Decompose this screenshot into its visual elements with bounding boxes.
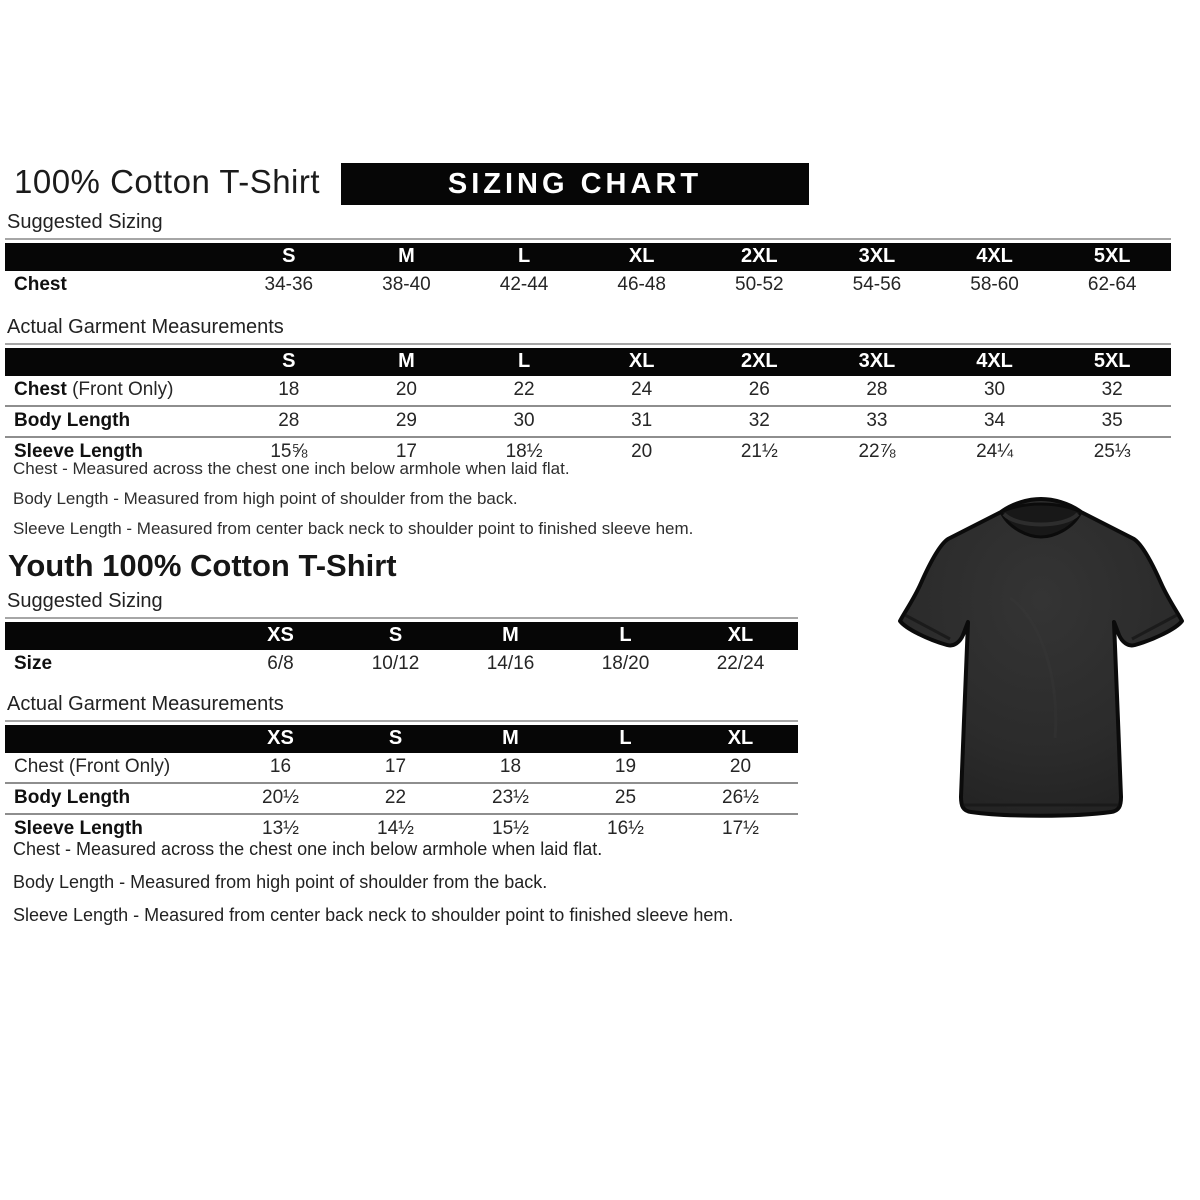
measurement-value: 18/20: [601, 653, 650, 674]
black-tshirt-image: [890, 478, 1192, 842]
measurement-value: 20: [729, 756, 752, 777]
measurement-value: 54-56: [852, 274, 902, 295]
size-column-header: 2XL: [701, 348, 819, 376]
measurement-value: 24: [631, 379, 653, 400]
measurement-value: 32: [1101, 379, 1123, 400]
tshirt-body: [900, 499, 1182, 816]
adult-measurements-section: [5, 316, 1171, 467]
measurement-row: [5, 271, 1171, 300]
measurement-value: 38-40: [382, 274, 431, 295]
size-table-body: [5, 376, 1171, 467]
size-column-header: S: [230, 348, 348, 376]
size-column-header: S: [338, 622, 453, 650]
size-column-header: L: [568, 725, 683, 753]
youth-suggested-sizing-label: Suggested Sizing: [5, 590, 798, 619]
youth-title: Youth 100% Cotton T-Shirt: [8, 548, 397, 583]
size-header-row: [5, 348, 1171, 376]
adult-suggested-sizing-label: Suggested Sizing: [5, 211, 1171, 240]
youth-measurements-label: Actual Garment Measurements: [5, 693, 798, 722]
measurement-note: Chest - Measured across the chest one inch below armhole when laid flat.: [13, 459, 570, 478]
row-label: Chest (Front Only): [14, 756, 171, 777]
size-column-header: 5XL: [1053, 348, 1171, 376]
row-label: Body Length: [14, 787, 131, 808]
measurement-value: 34-36: [264, 274, 314, 295]
size-column-header: L: [465, 243, 583, 271]
measurement-value: 23½: [453, 782, 568, 813]
measurement-value: 31: [583, 405, 701, 436]
measurement-value: 20: [395, 379, 417, 400]
measurement-value: 18: [278, 379, 300, 400]
measurement-value: 22: [513, 379, 535, 400]
measurement-value: 42-44: [499, 274, 549, 295]
size-column-header: XS: [223, 622, 338, 650]
measurement-value: 24¼: [936, 436, 1054, 467]
measurement-value: 17: [348, 436, 466, 467]
measurement-row: [5, 782, 798, 813]
size-column-header: 3XL: [818, 243, 936, 271]
youth-suggested-sizing-table: [5, 622, 798, 679]
measurement-value: 29: [348, 405, 466, 436]
size-table-head: [5, 243, 1171, 271]
size-header-row: [5, 725, 798, 753]
measurement-row: [5, 753, 798, 782]
measurement-value: 15½: [453, 813, 568, 844]
measurement-value: 14½: [338, 813, 453, 844]
header-spacer-cell: [5, 243, 230, 271]
youth-measurements-section: [5, 693, 798, 844]
size-column-header: XL: [583, 243, 701, 271]
measurement-value: 26½: [683, 782, 798, 813]
youth-measurements-table: [5, 725, 798, 844]
measurement-value: 15⅝: [230, 436, 348, 467]
measurement-value: 6/8: [267, 653, 294, 674]
size-table-head: [5, 725, 798, 753]
size-table-head: [5, 622, 798, 650]
measurement-value: 32: [701, 405, 819, 436]
row-label-cell: [5, 271, 230, 300]
size-column-header: 4XL: [936, 243, 1054, 271]
measurement-value: 58-60: [970, 274, 1019, 295]
row-label-cell: [5, 376, 230, 405]
size-column-header: S: [338, 725, 453, 753]
size-header-row: [5, 622, 798, 650]
measurement-row: [5, 405, 1171, 436]
header-spacer-cell: [5, 622, 223, 650]
measurement-value: 30: [983, 379, 1006, 400]
adult-suggested-sizing-table: [5, 243, 1171, 300]
measurement-value: 46-48: [617, 274, 666, 295]
row-label-cell: [5, 782, 223, 813]
youth-measurement-notes: [13, 839, 733, 938]
size-column-header: XL: [683, 725, 798, 753]
size-column-header: M: [348, 243, 466, 271]
page-title: 100% Cotton T-Shirt: [14, 163, 321, 200]
measurement-value: 25: [568, 782, 683, 813]
measurement-note: Body Length - Measured from high point of shoulder from the back.: [13, 872, 548, 892]
adult-suggested-sizing-section: [5, 211, 1171, 300]
measurement-value: 14/16: [486, 653, 535, 674]
measurement-value: 19: [614, 756, 637, 777]
measurement-value: 18½: [465, 436, 583, 467]
size-table-body: [5, 271, 1171, 300]
size-column-header: L: [465, 348, 583, 376]
measurement-value: 17½: [683, 813, 798, 844]
size-column-header: M: [453, 622, 568, 650]
size-table-body: [5, 650, 798, 679]
row-label: Size: [14, 653, 53, 674]
size-column-header: 3XL: [818, 348, 936, 376]
row-label-suffix: (Front Only): [66, 379, 174, 400]
measurement-value: 25⅓: [1053, 436, 1171, 467]
header-spacer-cell: [5, 348, 230, 376]
measurement-value: 17: [384, 756, 407, 777]
size-column-header: XL: [583, 348, 701, 376]
measurement-value: 18: [499, 756, 522, 777]
size-column-header: XL: [683, 622, 798, 650]
sizing-chart-banner-label: SIZING CHART: [447, 167, 703, 200]
black-tshirt-graphic: [890, 478, 1192, 842]
measurement-value: 22: [338, 782, 453, 813]
size-column-header: S: [230, 243, 348, 271]
measurement-value: 10/12: [371, 653, 420, 674]
adult-measurements-table: [5, 348, 1171, 467]
measurement-note: Sleeve Length - Measured from center back neck to shoulder point to finished sleeve hem.: [13, 519, 694, 538]
sizing-chart-banner: [341, 163, 809, 205]
size-column-header: XS: [223, 725, 338, 753]
size-column-header: 5XL: [1053, 243, 1171, 271]
measurement-value: 16: [269, 756, 292, 777]
measurement-row: [5, 650, 798, 679]
measurement-value: 16½: [568, 813, 683, 844]
youth-suggested-sizing-section: [5, 590, 798, 679]
measurement-value: 28: [230, 405, 348, 436]
measurement-value: 21½: [701, 436, 819, 467]
size-table-body: [5, 753, 798, 844]
row-label: Chest: [14, 379, 67, 400]
adult-measurements-label: Actual Garment Measurements: [5, 316, 1171, 345]
measurement-value: 26: [748, 379, 770, 400]
measurement-note: Sleeve Length - Measured from center back neck to shoulder point to finished sleeve hem.: [13, 905, 734, 925]
measurement-row: [5, 376, 1171, 405]
adult-measurement-notes: [13, 459, 693, 549]
measurement-value: 22/24: [716, 653, 765, 674]
row-label-cell: [5, 650, 223, 679]
row-label: Body Length: [14, 410, 131, 431]
measurement-value: 62-64: [1087, 274, 1137, 295]
header-spacer-cell: [5, 725, 223, 753]
size-column-header: 4XL: [936, 348, 1054, 376]
measurement-value: 34: [936, 405, 1054, 436]
measurement-value: 22⅞: [818, 436, 936, 467]
row-label: Sleeve Length: [14, 818, 143, 839]
measurement-value: 28: [866, 379, 888, 400]
size-column-header: L: [568, 622, 683, 650]
size-column-header: 2XL: [701, 243, 819, 271]
size-column-header: M: [453, 725, 568, 753]
measurement-value: 33: [818, 405, 936, 436]
measurement-value: 20: [583, 436, 701, 467]
measurement-value: 13½: [223, 813, 338, 844]
size-column-header: M: [348, 348, 466, 376]
row-label-cell: [5, 753, 223, 782]
size-header-row: [5, 243, 1171, 271]
measurement-note: Body Length - Measured from high point of shoulder from the back.: [13, 489, 518, 508]
size-table-head: [5, 348, 1171, 376]
measurement-value: 35: [1053, 405, 1171, 436]
row-label: Chest: [14, 274, 67, 295]
measurement-value: 30: [465, 405, 583, 436]
row-label-cell: [5, 405, 230, 436]
row-label: Sleeve Length: [14, 441, 143, 462]
measurement-value: 50-52: [735, 274, 784, 295]
measurement-value: 20½: [223, 782, 338, 813]
measurement-note: Chest - Measured across the chest one inch below armhole when laid flat.: [13, 839, 603, 859]
